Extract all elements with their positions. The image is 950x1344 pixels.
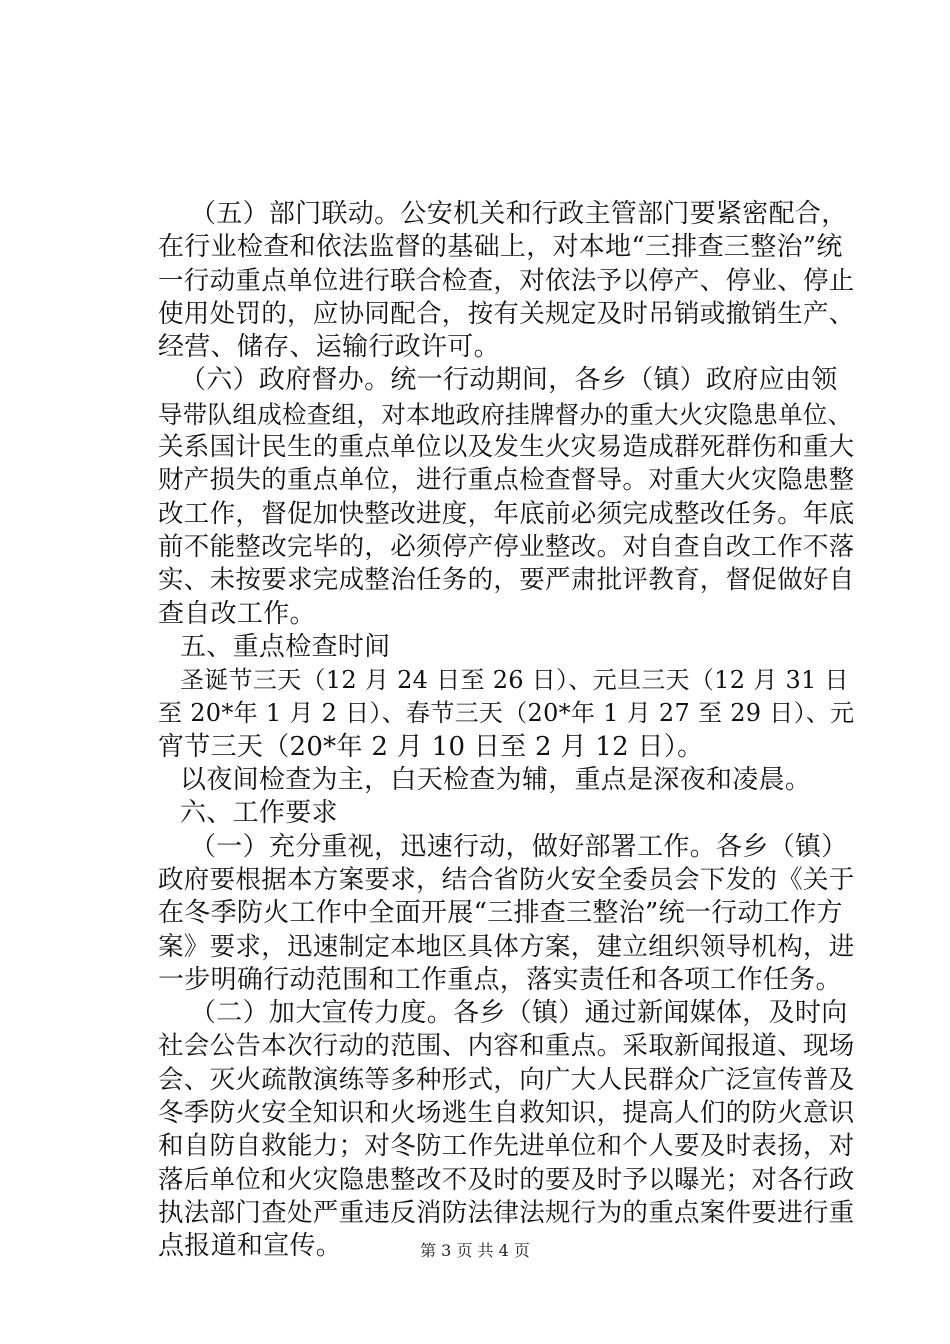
text-line: 导带队组成检查组，对本地政府挂牌督办的重大火灾隐患单位、	[158, 399, 853, 429]
text-line: 至 20*年 1 月 2 日）、春节三天（20*年 1 月 27 至 29 日）、元	[158, 699, 855, 728]
text-line: 经营、储存、运输行政许可。	[158, 332, 500, 363]
text-line: 查自改工作。	[158, 598, 316, 629]
text-line: 改工作，督促加快整改进度，年底前必须完成整改任务。年底	[158, 498, 855, 529]
text-line: 和自防自救能力；对冬防工作先进单位和个人要及时表扬，对	[158, 1131, 855, 1162]
text-line: 五、重点检查时间	[180, 631, 391, 662]
text-line: 以夜间检查为主，白天检查为辅，重点是深夜和凌晨。	[180, 765, 812, 796]
text-line: 圣诞节三天（12 月 24 日至 26 日）、元旦三天（12 月 31 日	[180, 666, 849, 695]
text-line: 财产损失的重点单位，进行重点检查督导。对重大火灾隐患整	[158, 465, 855, 496]
text-line: 执法部门查处严重违反消防法律法规行为的重点案件要进行重	[158, 1197, 855, 1228]
text-line: （五）部门联动。公安机关和行政主管部门要紧密配合，	[190, 199, 848, 229]
text-line: 实、未按要求完成整治任务的，要严肃批评教育，督促做好自	[158, 565, 855, 596]
page-footer: 第 3 页 共 4 页	[420, 1241, 530, 1260]
text-line: 前不能整改完毕的，必须停产停业整改。对自查自改工作不落	[158, 531, 855, 562]
text-line: 社会公告本次行动的范围、内容和重点。采取新闻报道、现场	[158, 1031, 855, 1062]
text-line: （六）政府督办。统一行动期间，各乡（镇）政府应由领	[180, 365, 838, 396]
text-line: 案》要求，迅速制定本地区具体方案，建立组织领导机构，进	[158, 931, 855, 962]
text-line: 宵节三天（20*年 2 月 10 日至 2 月 12 日）。	[158, 731, 704, 762]
text-line: 关系国计民生的重点单位以及发生火灾易造成群死群伤和重大	[158, 432, 855, 463]
text-line: 会、灭火疏散演练等多种形式，向广大人民群众广泛宣传普及	[158, 1064, 855, 1095]
text-line: 政府要根据本方案要求，结合省防火安全委员会下发的《关于	[158, 864, 855, 895]
text-line: （一）充分重视，迅速行动，做好部署工作。各乡（镇）	[190, 831, 848, 862]
document-body	[158, 198, 858, 1264]
text-line: 使用处罚的，应协同配合，按有关规定及时吊销或撤销生产、	[158, 298, 855, 329]
text-line: 六、工作要求	[180, 798, 338, 829]
text-line: 一行动重点单位进行联合检查，对依法予以停产、停业、停止	[158, 265, 855, 296]
text-line: 一步明确行动范围和工作重点，落实责任和各项工作任务。	[158, 964, 842, 995]
text-line: 在冬季防火工作中全面开展“三排查三整治”统一行动工作方	[158, 898, 843, 929]
text-line: 冬季防火安全知识和火场逃生自救知识，提高人们的防火意识	[158, 1098, 855, 1129]
text-line: （二）加大宣传力度。各乡（镇）通过新闻媒体，及时向	[190, 998, 848, 1029]
text-line: 在行业检查和依法监督的基础上，对本地“三排查三整治”统	[158, 232, 843, 263]
text-line: 点报道和宣传。	[158, 1231, 343, 1262]
text-line: 落后单位和火灾隐患整改不及时的要及时予以曝光；对各行政	[158, 1164, 855, 1195]
